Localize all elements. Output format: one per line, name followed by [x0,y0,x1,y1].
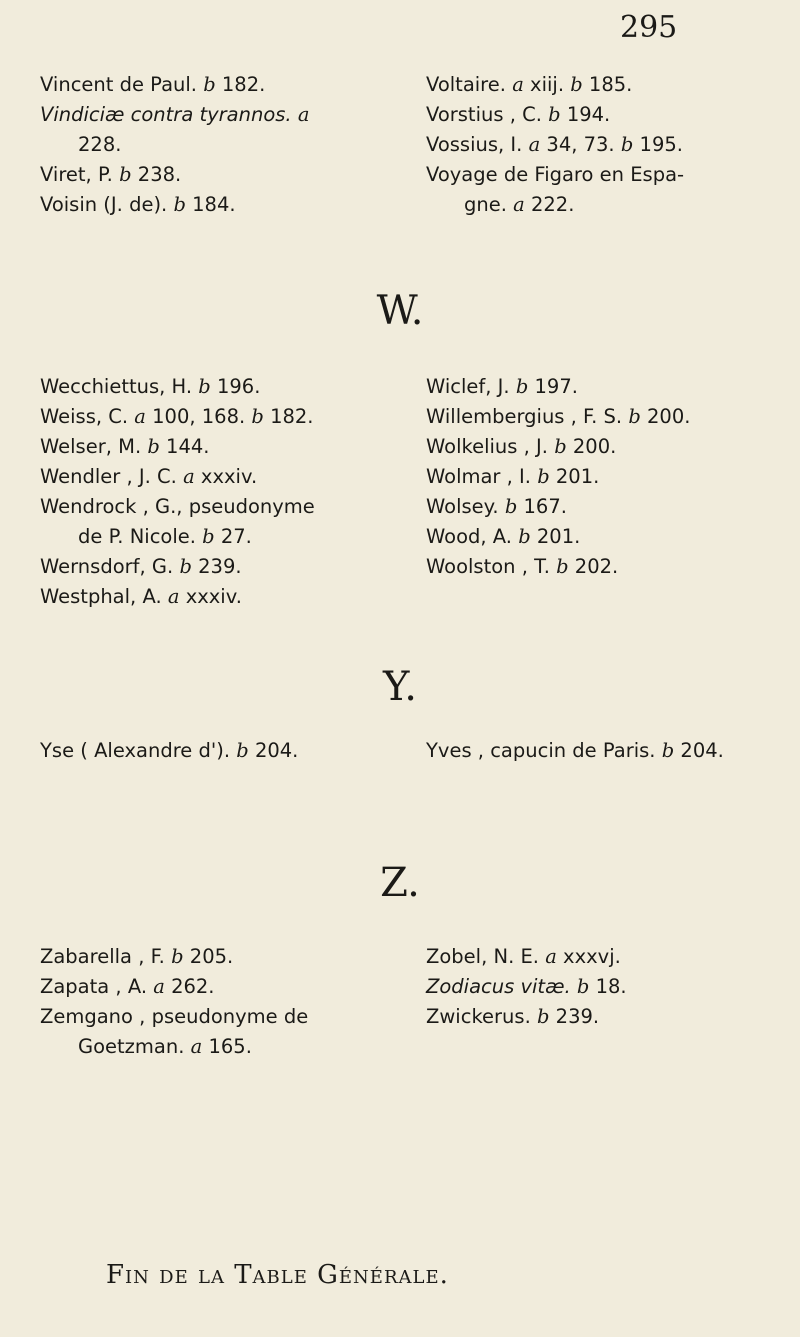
index-entry [40,1002,308,1032]
section-y-right-column [426,736,724,766]
entry-page-ref: 262. [171,975,215,998]
entry-page-ref: 204. [254,739,299,762]
entry-page-ref: 182. [270,405,314,428]
entry-locator: b [661,739,675,762]
index-entry [426,160,684,190]
index-entry [40,462,315,492]
entry-name: 228. [78,133,122,156]
entry-locator: b [236,739,249,762]
index-entry [426,942,627,972]
entry-page-ref: 196. [216,375,261,398]
entry-page-ref: xiij. [530,73,565,96]
entry-name: Zemgano , pseudonyme de [40,1005,309,1028]
entry-locator: b [518,525,531,548]
index-entry [40,552,315,582]
entry-page-ref: 184. [192,193,236,216]
index-entry [40,100,309,130]
entry-page-ref: 18. [595,975,627,998]
entry-page-ref: 167. [523,495,567,518]
index-entry [40,1032,308,1062]
index-entry [426,522,690,552]
entry-title: Zodiacus vitæ. [426,975,571,998]
letter-heading-z: Z. [380,860,420,906]
entry-name: Zwickerus. [426,1005,531,1028]
index-entry [40,70,309,100]
entry-locator: a [183,465,195,488]
entry-page-ref: 194. [566,103,611,126]
entry-locator: b [515,375,529,398]
entry-page-ref: 27. [220,525,252,548]
entry-name: Wendler , J. C. [40,465,177,488]
entry-locator: b [537,465,550,488]
entry-name: Wiclef, J. [426,375,510,398]
entry-name: Willembergius , F. S. [426,405,623,428]
index-entry [426,190,684,220]
entry-page-ref: 238. [137,163,182,186]
entry-locator: b [504,495,518,518]
index-entry [426,70,684,100]
section-v-left-column [40,70,309,220]
entry-locator: b [119,163,132,186]
entry-page-ref: 200. [572,435,617,458]
entry-locator: b [173,193,186,216]
index-entry [40,972,308,1002]
entry-page-ref: 239. [198,555,242,578]
index-entry [40,402,315,432]
entry-locator: a [167,585,180,608]
entry-name: Yse ( Alexandre d'). [40,739,231,762]
entry-locator: b [198,375,211,398]
entry-locator: a [545,945,557,968]
index-entry [40,522,315,552]
entry-name: Vossius, I. [426,133,523,156]
entry-name: Weiss, C. [40,405,129,428]
section-v-right-column [426,70,684,220]
entry-page-ref: 165. [208,1035,252,1058]
entry-locator: a [512,73,524,96]
entry-page-ref: xxxiv. [185,585,242,608]
entry-page-ref: xxxvj. [563,945,621,968]
index-entry [426,402,690,432]
entry-name: Zapata , A. [40,975,148,998]
entry-locator: b [576,975,590,998]
letter-heading-w: W. [376,288,424,334]
index-entry [426,432,690,462]
entry-locator: b [171,945,184,968]
entry-locator: b [251,405,264,428]
entry-locator: b [202,525,215,548]
entry-locator: b [620,133,634,156]
entry-page-ref: 182. [221,73,266,96]
entry-name: Goetzman. [78,1035,185,1058]
entry-page-ref: 195. [639,133,683,156]
section-z-left-column [40,942,308,1062]
entry-name: Westphal, A. [40,585,162,608]
entry-name: Yves , capucin de Paris. [426,739,656,762]
letter-heading-y: Y. [383,664,417,710]
entry-page-ref: 185. [588,73,633,96]
entry-locator: b [628,405,641,428]
entry-name: Vorstius , C. [426,103,542,126]
entry-name: Voltaire. [426,73,506,96]
entry-locator: a [513,193,525,216]
entry-page-ref: 201. [555,465,600,488]
entry-locator: b [536,1005,550,1028]
entry-name: Wendrock , G., pseudonyme [40,495,315,518]
index-entry [40,492,315,522]
entry-name: Wolmar , I. [426,465,531,488]
section-w-right-column [426,372,690,582]
entry-name: Vincent de Paul. [40,73,197,96]
index-entry [40,942,308,972]
entry-name: Wolsey. [426,495,499,518]
entry-locator: a [190,1035,203,1058]
index-entry [426,492,690,522]
index-entry [40,582,315,612]
index-entry [40,432,315,462]
entry-name: Zobel, N. E. [426,945,539,968]
index-entry [40,372,315,402]
index-entry [40,130,309,160]
page-number: 295 [620,10,678,45]
end-of-table-footer: Fin de la Table Générale. [106,1260,449,1290]
index-entry [426,552,690,582]
index-entry [426,1002,627,1032]
entry-page-ref: 202. [574,555,619,578]
entry-page-ref: 200. [647,405,691,428]
index-entry [40,160,309,190]
entry-locator: a [134,405,146,428]
entry-page-ref: 239. [555,1005,600,1028]
entry-page-ref: 201. [536,525,581,548]
entry-name: Wood, A. [426,525,512,548]
entry-page-ref: 222. [530,193,575,216]
entry-name: Wolkelius , J. [426,435,548,458]
entry-locator: b [179,555,192,578]
entry-locator: a [153,975,165,998]
section-w-left-column [40,372,315,612]
entry-name: Voyage de Figaro en Espa- [426,163,685,186]
entry-name: Viret, P. [40,163,113,186]
entry-page-ref: 34, 73. [546,133,615,156]
entry-locator: b [556,555,569,578]
entry-locator: a [297,103,310,126]
entry-name: Wernsdorf, G. [40,555,174,578]
section-y-left-column [40,736,298,766]
entry-locator: b [203,73,216,96]
entry-name: gne. [464,193,507,216]
entry-page-ref: 204. [680,739,724,762]
index-entry [426,736,724,766]
index-entry [426,462,690,492]
entry-locator: b [548,103,561,126]
entry-name: de P. Nicole. [78,525,196,548]
entry-name: Welser, M. [40,435,142,458]
entry-locator: b [554,435,567,458]
entry-name: Voisin (J. de). [40,193,168,216]
entry-page-ref: 205. [189,945,234,968]
entry-title: Vindiciæ contra tyrannos. [40,103,292,126]
index-entry [40,736,298,766]
index-entry [426,972,627,1002]
index-entry [426,100,684,130]
entry-name: Wecchiettus, H. [40,375,193,398]
index-entry [426,372,690,402]
entry-name: Woolston , T. [426,555,550,578]
index-entry [40,190,309,220]
entry-name: Zabarella , F. [40,945,165,968]
section-z-right-column [426,942,627,1032]
entry-page-ref: 144. [166,435,210,458]
entry-locator: b [570,73,583,96]
entry-page-ref: xxxiv. [200,465,258,488]
entry-page-ref: 100, 168. [152,405,246,428]
entry-locator: a [528,133,541,156]
entry-locator: b [147,435,160,458]
index-entry [426,130,684,160]
entry-page-ref: 197. [534,375,578,398]
